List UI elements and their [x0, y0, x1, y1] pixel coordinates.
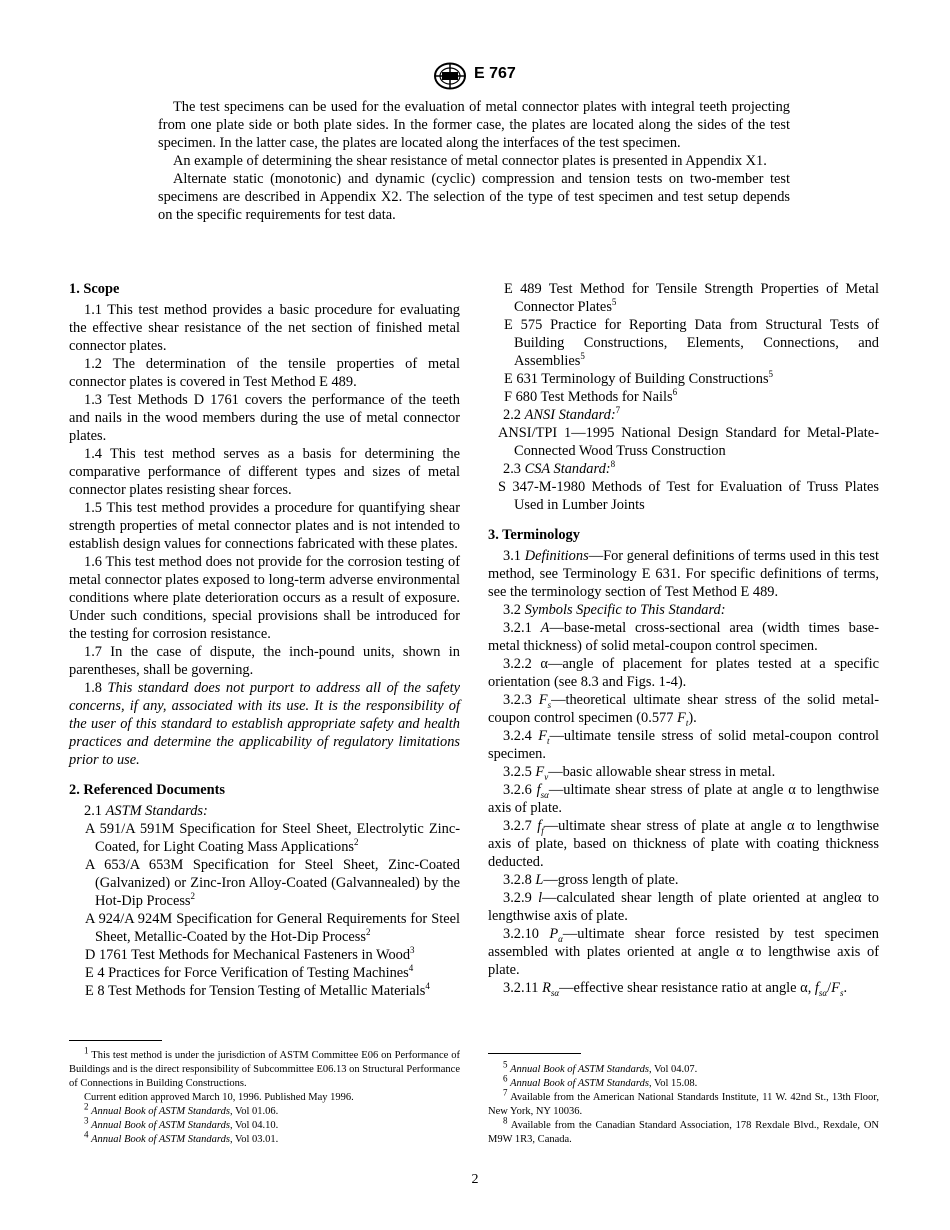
definition-3-2: 3.2 Symbols Specific to This Standard: [503, 602, 726, 618]
page-header [0, 62, 950, 90]
paragraph-1-2: 1.2 The determination of the tensile properties of metal connector plates is covered in Test Method E 489. [69, 356, 460, 390]
paragraph-1-8: 1.8 This standard does not purport to address all of the safety concerns, if any, associated with its use. It is the responsibility of the user of this standard to establish appropriate safety and health practices and determine the applicability of regulatory limitations prior to use. [69, 680, 460, 768]
left-column [69, 280, 460, 1000]
section-title-referenced-documents: 2. Referenced Documents [69, 782, 225, 798]
footnotes-left [69, 1045, 460, 1147]
footnote-2: $^2$ Annual Book of ASTM Standards, Vol 01.06. [84, 1101, 279, 1117]
paragraph-1-4: 1.4 This test method serves as a basis for determining the comparative performance of different types and sizes of metal connector plates resisting shear forces. [69, 446, 460, 498]
reference-item: S 347-M-1980 Methods of Test for Evaluation of Truss Plates Used in Lumber Joints [498, 479, 879, 513]
symbol-3-2-3: 3.2.3 $F_s—theoretical$ ultimate shear stress of the solid metal-coupon control specimen (0.577 $F_t$). [488, 692, 879, 728]
intro-section [158, 98, 790, 224]
symbol-3-2-6: 3.2.6 $f_{s\alpha}—ultimate$ shear stress of plate at angle α to lengthwise axis of plate. [488, 782, 879, 816]
symbol-3-2-9: 3.2.9 l—calculated shear length of plate oriented at angleα to lengthwise axis of plate. [488, 890, 879, 924]
section-title-scope: 1. Scope [69, 281, 120, 297]
paragraph-1-3: 1.3 Test Methods D 1761 covers the performance of the teeth and nails in the wood members during the use of metal connector plates. [69, 392, 460, 444]
reference-item: A 924/A 924M Specification for General Requirements for Steel Sheet, Metallic-Coated by the Hot-Dip Process$^2$ [85, 911, 460, 945]
reference-item: F 680 Test Methods for Nails$^6$ [504, 387, 678, 405]
reference-item: E 8 Test Methods for Tension Testing of Metallic Materials$^4$ [85, 981, 430, 999]
footnote-1b: Current edition approved March 10, 1996. Published May 1996. [84, 1092, 354, 1103]
symbol-3-2-11: 3.2.11 $R_{s\alpha}—effective$ shear resistance ratio at angle α, $f_{s\alpha}/F_s$. [503, 980, 848, 998]
symbol-3-2-5: 3.2.5 $F_v—basic$ allowable shear stress in metal. [503, 764, 776, 782]
reference-item: D 1761 Test Methods for Mechanical Fasteners in Wood$^3$ [85, 945, 415, 963]
symbol-3-2-8: 3.2.8 L—gross length of plate. [503, 872, 679, 888]
symbol-3-2-1: 3.2.1 A—base-metal cross-sectional area (width times base-metal thickness) of solid metal-coupon control specimen. [488, 620, 879, 654]
footnote-7: $^7$ Available from the American National Standards Institute, 11 W. 42nd St., 13th Floor, New York, NY 10036. [488, 1087, 879, 1117]
reference-item: E 631 Terminology of Building Constructions$^5$ [504, 369, 774, 387]
paragraph-1-1: 1.1 This test method provides a basic procedure for evaluating the effective shear resistance of the net section of finished metal connector plates. [69, 302, 460, 354]
symbol-3-2-4: 3.2.4 $F_t—ultimate$ tensile stress of solid metal-coupon control specimen. [488, 728, 879, 762]
footnote-6: $^6$ Annual Book of ASTM Standards, Vol 15.08. [503, 1073, 698, 1089]
symbol-3-2-7: 3.2.7 $f_f—ultimate$ shear stress of plate at angle α to lengthwise axis of plate, based on thickness of plate with coating thickness deducted. [488, 818, 879, 870]
footnote-4: $^4$ Annual Book of ASTM Standards, Vol 03.01. [84, 1129, 279, 1145]
footnote-1: $^1$ This test method is under the jurisdiction of ASTM Committee E06 on Performance of Buildings and is the direct responsibility of Subcommittee E06.13 on Structural Performance of Connections in Building Constructions. [69, 1045, 460, 1089]
intro-paragraph: Alternate static (monotonic) and dynamic (cyclic) compression and tension tests on two-member test specimens are described in Appendix X2. The selection of the type of test specimen and test setup depends on the specific requirements for test data. [158, 171, 790, 223]
paragraph-1-5: 1.5 This test method provides a procedure for quantifying shear strength properties of metal connector plates and is not intended to establish design values for connections fabricated with these plates. [69, 500, 460, 552]
footnote-8: $^8$ Available from the Canadian Standard Association, 178 Rexdale Blvd., Rexdale, ON M9W 1R3, Canada. [488, 1115, 880, 1145]
reference-item: E 489 Test Method for Tensile Strength Properties of Metal Connector Plates$^5$ [504, 281, 879, 315]
intro-paragraph: An example of determining the shear resistance of metal connector plates is presented in Appendix X1. [173, 153, 767, 169]
footnotes-right [488, 1059, 880, 1147]
document-id: E 767 [474, 65, 516, 82]
right-column [488, 280, 879, 997]
footnote-divider [488, 1053, 581, 1054]
subsection-ansi-standard: 2.2 ANSI Standard:$^7$ [503, 405, 621, 423]
reference-item: A 653/A 653M Specification for Steel Sheet, Zinc-Coated (Galvanized) or Zinc-Iron Alloy-Coated (Galvannealed) by the Hot-Dip Process$^2$ [85, 857, 460, 909]
paragraph-1-6: 1.6 This test method does not provide for the corrosion testing of metal connector plates exposed to long-term adverse environmental conditions where plate deterioration occurs as a result of exposure. Under such conditions, special provisions shall be introduced for the testing for corrosion resistance. [69, 554, 460, 642]
reference-item: A 591/A 591M Specification for Steel Sheet, Electrolytic Zinc-Coated, for Light Coating Mass Applications$^2$ [85, 821, 460, 855]
reference-item: E 4 Practices for Force Verification of Testing Machines$^4$ [85, 963, 414, 981]
reference-item: ANSI/TPI 1—1995 National Design Standard for Metal-Plate-Connected Wood Truss Construction [498, 425, 879, 459]
astm-logo-icon [432, 62, 468, 95]
footnote-divider [69, 1040, 162, 1041]
subsection-csa-standard: 2.3 CSA Standard:$^8$ [503, 459, 616, 477]
definition-3-1: 3.1 Definitions—For general definitions of terms used in this test method, see Terminology E 631. For specific definitions of terms, see the terminology section of Test Method E 489. [488, 548, 879, 600]
paragraph-1-7: 1.7 In the case of dispute, the inch-pound units, shown in parentheses, shall be governing. [69, 644, 460, 678]
section-title-terminology: 3. Terminology [488, 527, 580, 543]
symbol-3-2-2: 3.2.2 α—angle of placement for plates tested at a specific orientation (see 8.3 and Figs. 1-4). [488, 656, 879, 690]
footnote-5: $^5$ Annual Book of ASTM Standards, Vol 04.07. [503, 1059, 698, 1075]
page-number: 2 [471, 1172, 479, 1187]
reference-item: E 575 Practice for Reporting Data from Structural Tests of Building Constructions, Elements, Connections, and Assemblies$^5$ [504, 317, 879, 369]
intro-paragraph: The test specimens can be used for the evaluation of metal connector plates with integral teeth projecting from one plate side or both plate sides. In the former case, the plates are located along the sides of the test specimen. In the latter case, the plates are located along the interfaces of the test specimen. [158, 99, 790, 151]
footnote-3: $^3$ Annual Book of ASTM Standards, Vol 04.10. [84, 1115, 279, 1131]
subsection-astm-standards: 2.1 ASTM Standards: [84, 803, 208, 819]
symbol-3-2-10: 3.2.10 $P_\alpha—ultimate$ shear force resisted by test specimen assembled with plates oriented at angle α to lengthwise axis of plate. [488, 926, 879, 978]
